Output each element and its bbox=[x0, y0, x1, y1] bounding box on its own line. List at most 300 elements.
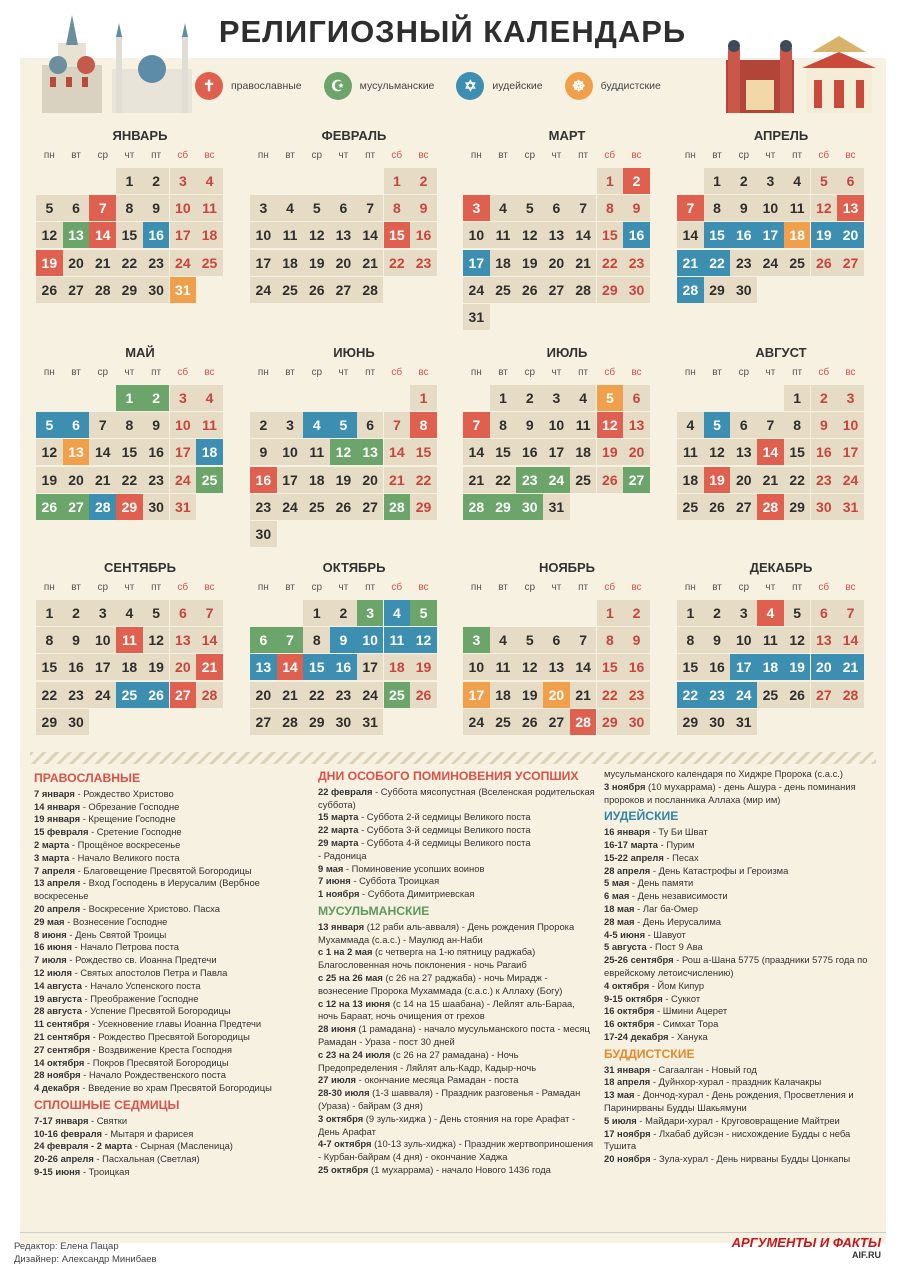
month-name: СЕНТЯБРЬ bbox=[104, 560, 176, 575]
weekday-label: сб bbox=[177, 367, 189, 378]
day-cell: 15 bbox=[597, 654, 624, 680]
day-cell: 22 bbox=[677, 682, 704, 708]
day-cell: 1 bbox=[36, 600, 63, 626]
weekday-label: чт bbox=[338, 582, 349, 593]
weekday-label: чт bbox=[551, 582, 562, 593]
day-cell: 12 bbox=[303, 222, 330, 248]
holiday-entry: 4 октября - Йом Кипур bbox=[604, 979, 705, 991]
day-cell: 7 bbox=[677, 195, 704, 221]
day-cell: 20 bbox=[811, 654, 838, 680]
day-cell: 28 bbox=[89, 277, 116, 303]
day-cell: 23 bbox=[704, 682, 731, 708]
holiday-entry: 2 марта - Прощёное воскресенье bbox=[34, 838, 181, 850]
weekday-label: пт bbox=[365, 367, 376, 378]
day-cell: 9 bbox=[704, 627, 731, 653]
day-cell: 1 bbox=[677, 600, 704, 626]
holiday-entry: 16-17 марта - Пурим bbox=[604, 838, 695, 850]
weekday-label: вт bbox=[71, 150, 81, 161]
day-cell: 26 bbox=[303, 277, 330, 303]
day-cell: 8 bbox=[597, 195, 624, 221]
day-cell: 14 bbox=[757, 439, 784, 465]
day-cell: 21 bbox=[357, 250, 384, 276]
day-cell: 6 bbox=[543, 627, 570, 653]
month-9 bbox=[36, 560, 244, 760]
day-cell: 14 bbox=[277, 654, 304, 680]
logo-text: АРГУМЕНТЫ И ФАКТЫ bbox=[731, 1235, 881, 1250]
day-cell: 19 bbox=[143, 654, 170, 680]
holiday-entry: 7 июня - Суббота Троицкая bbox=[318, 875, 440, 887]
holiday-entry: 7 июля - Рождество св. Иоанна Предтечи bbox=[34, 954, 217, 966]
day-cell: 21 bbox=[384, 467, 411, 493]
day-cell: 6 bbox=[623, 385, 650, 411]
day-cell: 2 bbox=[811, 385, 838, 411]
day-cell: 31 bbox=[170, 277, 197, 303]
weekday-label: пт bbox=[792, 150, 803, 161]
day-cell: 6 bbox=[250, 627, 277, 653]
day-cell: 13 bbox=[357, 439, 384, 465]
day-cell: 24 bbox=[170, 467, 197, 493]
day-cell: 9 bbox=[63, 627, 90, 653]
day-cell: 22 bbox=[410, 467, 437, 493]
day-cell: 20 bbox=[250, 682, 277, 708]
day-cell: 3 bbox=[89, 600, 116, 626]
day-cell: 14 bbox=[837, 627, 864, 653]
month-5 bbox=[36, 345, 244, 545]
day-cell: 21 bbox=[677, 250, 704, 276]
day-cell: 3 bbox=[757, 168, 784, 194]
day-cell: 7 bbox=[757, 412, 784, 438]
weekday-label: чт bbox=[765, 582, 776, 593]
day-cell: 23 bbox=[516, 467, 543, 493]
day-cell: 9 bbox=[623, 627, 650, 653]
day-cell: 14 bbox=[89, 222, 116, 248]
weekday-label: сб bbox=[391, 367, 403, 378]
day-cell: 4 bbox=[677, 412, 704, 438]
day-cell: 12 bbox=[36, 222, 63, 248]
holiday-entry: 28 апреля - День Катастрофы и Героизма bbox=[604, 864, 789, 876]
weekday-label: вс bbox=[631, 367, 642, 378]
month-name: ИЮЛЬ bbox=[546, 345, 588, 360]
day-cell: 10 bbox=[170, 195, 197, 221]
holiday-entry: 16 октября - Симхат Тора bbox=[604, 1018, 719, 1030]
weekday-label: вт bbox=[498, 367, 508, 378]
day-cell: 15 bbox=[116, 439, 143, 465]
day-cell: 28 bbox=[384, 494, 411, 520]
day-cell: 22 bbox=[704, 250, 731, 276]
day-cell: 7 bbox=[357, 195, 384, 221]
day-cell: 14 bbox=[570, 654, 597, 680]
day-cell: 17 bbox=[250, 250, 277, 276]
weekday-label: ср bbox=[97, 582, 108, 593]
weekday-label: пн bbox=[257, 150, 269, 161]
day-cell: 25 bbox=[277, 277, 304, 303]
holiday-entry: 19 августа - Преображение Господне bbox=[34, 992, 199, 1004]
day-cell: 22 bbox=[490, 467, 517, 493]
weekday-label: сб bbox=[818, 367, 830, 378]
day-cell: 16 bbox=[63, 654, 90, 680]
day-cell: 18 bbox=[490, 250, 517, 276]
month-name: АВГУСТ bbox=[755, 345, 807, 360]
day-cell: 20 bbox=[730, 467, 757, 493]
day-cell: 11 bbox=[196, 412, 223, 438]
holiday-entry: 18 апреля - Дуйнхор-хурал - праздник Калачакры bbox=[604, 1076, 822, 1088]
legend-item bbox=[565, 72, 661, 100]
day-cell: 16 bbox=[730, 222, 757, 248]
day-cell: 29 bbox=[784, 494, 811, 520]
day-cell: 9 bbox=[143, 412, 170, 438]
day-cell: 1 bbox=[704, 168, 731, 194]
holiday-entry: 3 марта - Начало Великого поста bbox=[34, 851, 180, 863]
weekday-label: чт bbox=[765, 150, 776, 161]
day-cell: 6 bbox=[170, 600, 197, 626]
legend bbox=[195, 72, 735, 100]
day-cell: 22 bbox=[116, 250, 143, 276]
holiday-entry: 9 мая - Поминовение усопших воинов bbox=[318, 862, 485, 874]
holiday-entry: 13 января (12 раби аль-авваля) - День рождения Пророка Мухаммада (с.а.с.) - Маулюд ан-Наби bbox=[318, 920, 575, 945]
weekday-label: вс bbox=[845, 150, 856, 161]
weekday-label: пн bbox=[684, 582, 696, 593]
day-cell: 5 bbox=[516, 627, 543, 653]
month-1 bbox=[36, 128, 244, 328]
day-cell: 19 bbox=[330, 467, 357, 493]
day-cell: 31 bbox=[837, 494, 864, 520]
list-column-1 bbox=[34, 768, 304, 1179]
day-cell: 18 bbox=[196, 222, 223, 248]
page-title: РЕЛИГИОЗНЫЙ КАЛЕНДАРЬ bbox=[218, 14, 687, 49]
holiday-entry: с 1 на 2 мая (с четверга на 1-ю пятницу раджаба) Благословенная ночь поклонения - ночь Рагаиб bbox=[318, 946, 536, 971]
day-cell: 16 bbox=[811, 439, 838, 465]
day-cell: 17 bbox=[837, 439, 864, 465]
day-cell: 23 bbox=[143, 250, 170, 276]
day-cell: 8 bbox=[303, 627, 330, 653]
holiday-entry: 16 января - Ту Би Шват bbox=[604, 826, 708, 838]
day-cell: 5 bbox=[36, 412, 63, 438]
day-cell: 12 bbox=[516, 222, 543, 248]
day-cell: 19 bbox=[303, 250, 330, 276]
day-cell: 9 bbox=[516, 412, 543, 438]
day-cell: 16 bbox=[250, 467, 277, 493]
day-cell: 18 bbox=[490, 682, 517, 708]
weekday-label: вт bbox=[71, 582, 81, 593]
day-cell: 28 bbox=[89, 494, 116, 520]
weekday-label: вт bbox=[712, 367, 722, 378]
legend-label: буддистские bbox=[600, 80, 661, 92]
weekday-label: пн bbox=[43, 367, 55, 378]
month-6 bbox=[250, 345, 458, 545]
day-cell: 9 bbox=[410, 195, 437, 221]
day-cell: 1 bbox=[597, 168, 624, 194]
weekday-label: вс bbox=[845, 367, 856, 378]
month-11 bbox=[463, 560, 671, 760]
day-cell: 2 bbox=[623, 168, 650, 194]
weekday-label: чт bbox=[124, 150, 135, 161]
weekday-label: сб bbox=[391, 582, 403, 593]
day-cell: 19 bbox=[516, 250, 543, 276]
day-cell: 1 bbox=[116, 168, 143, 194]
month-4 bbox=[677, 128, 885, 328]
holiday-entry: 10-16 февраля - Мытаря и фарисея bbox=[34, 1127, 194, 1139]
day-cell: 9 bbox=[811, 412, 838, 438]
holiday-entry: 20-26 апреля - Пасхальная (Светлая) bbox=[34, 1153, 200, 1165]
holiday-entry: 13 мая - Дончод-хурал - День рождения, Просветления и Паринирваны Будды Шакьямуни bbox=[604, 1089, 854, 1113]
day-cell: 21 bbox=[89, 250, 116, 276]
weekday-label: ср bbox=[738, 150, 749, 161]
dharma-wheel-icon: ☸ bbox=[565, 72, 593, 100]
day-cell: 4 bbox=[490, 627, 517, 653]
editor-credit: Редактор: Елена Пацар bbox=[14, 1241, 119, 1252]
day-cell: 29 bbox=[597, 709, 624, 735]
holiday-entry: 15-22 апреля - Песах bbox=[604, 851, 699, 863]
day-cell: 7 bbox=[89, 195, 116, 221]
weekday-label: сб bbox=[177, 582, 189, 593]
aif-logo[interactable] bbox=[732, 1236, 881, 1262]
holiday-entry: 28 августа - Успение Пресвятой Богородицы bbox=[34, 1005, 231, 1017]
weekday-label: ср bbox=[524, 150, 535, 161]
weekday-label: чт bbox=[338, 367, 349, 378]
holiday-entry: 5 августа - Пост 9 Ава bbox=[604, 941, 703, 953]
weekday-label: пн bbox=[257, 367, 269, 378]
weekday-label: сб bbox=[818, 582, 830, 593]
day-cell: 3 bbox=[543, 385, 570, 411]
holiday-entry: 7-17 января - Святки bbox=[34, 1114, 128, 1126]
day-cell: 19 bbox=[784, 654, 811, 680]
day-cell: 24 bbox=[463, 277, 490, 303]
day-cell: 19 bbox=[36, 250, 63, 276]
day-cell: 15 bbox=[116, 222, 143, 248]
day-cell: 12 bbox=[516, 654, 543, 680]
day-cell: 6 bbox=[330, 195, 357, 221]
day-cell: 24 bbox=[543, 467, 570, 493]
day-cell: 7 bbox=[570, 627, 597, 653]
weekday-label: сб bbox=[604, 367, 616, 378]
day-cell: 28 bbox=[463, 494, 490, 520]
weekday-label: вт bbox=[498, 582, 508, 593]
day-cell: 8 bbox=[116, 412, 143, 438]
day-cell: 27 bbox=[63, 494, 90, 520]
day-cell: 8 bbox=[490, 412, 517, 438]
day-cell: 2 bbox=[410, 168, 437, 194]
day-cell: 14 bbox=[384, 439, 411, 465]
day-cell: 11 bbox=[303, 439, 330, 465]
day-cell: 27 bbox=[811, 682, 838, 708]
day-cell: 4 bbox=[784, 168, 811, 194]
day-cell: 15 bbox=[704, 222, 731, 248]
day-cell: 3 bbox=[730, 600, 757, 626]
section-heading: СПЛОШНЫЕ СЕДМИЦЫ bbox=[34, 1097, 180, 1112]
section-heading: ПРАВОСЛАВНЫЕ bbox=[34, 771, 141, 785]
weekday-label: вт bbox=[285, 150, 295, 161]
weekday-label: сб bbox=[604, 582, 616, 593]
day-cell: 11 bbox=[116, 627, 143, 653]
day-cell: 4 bbox=[196, 385, 223, 411]
holiday-entry: 3 октября (9 зуль-хиджа ) - День стояния на горе Арафат - День Арафат bbox=[318, 1112, 576, 1137]
month-name: ФЕВРАЛЬ bbox=[321, 128, 387, 143]
day-cell: 27 bbox=[730, 494, 757, 520]
day-cell: 5 bbox=[143, 600, 170, 626]
holiday-entry: 9-15 октября - Суккот bbox=[604, 992, 701, 1004]
day-cell: 5 bbox=[811, 168, 838, 194]
day-cell: 13 bbox=[811, 627, 838, 653]
month-name: ИЮНЬ bbox=[333, 345, 375, 360]
day-cell: 14 bbox=[196, 627, 223, 653]
day-cell: 26 bbox=[143, 682, 170, 708]
day-cell: 13 bbox=[63, 439, 90, 465]
section-heading: ДНИ ОСОБОГО ПОМИНОВЕНИЯ УСОПШИХ bbox=[318, 769, 579, 783]
logo-site: AIF.RU bbox=[852, 1250, 881, 1260]
day-cell: 30 bbox=[143, 494, 170, 520]
holiday-entry: 5 мая - День памяти bbox=[604, 877, 694, 889]
holiday-entry: 4-7 октября (10-13 зуль-хиджа) - Праздник жертвоприношения - Курбан-байрам (4 дня) - окончание Хаджа bbox=[318, 1138, 594, 1163]
day-cell: 10 bbox=[757, 195, 784, 221]
holiday-entry: с 23 на 24 июля (с 26 на 27 рамадана) - Ночь Предопределения - Ляйлят аль-Кадр, Кадыр-ночь bbox=[318, 1048, 537, 1073]
weekday-label: пн bbox=[470, 150, 482, 161]
day-cell: 27 bbox=[543, 277, 570, 303]
day-cell: 6 bbox=[543, 195, 570, 221]
day-cell: 7 bbox=[89, 412, 116, 438]
day-cell: 16 bbox=[704, 654, 731, 680]
footer-divider bbox=[20, 1232, 886, 1233]
day-cell: 25 bbox=[490, 709, 517, 735]
day-cell: 12 bbox=[597, 412, 624, 438]
day-cell: 2 bbox=[730, 168, 757, 194]
weekday-label: вт bbox=[712, 150, 722, 161]
day-cell: 11 bbox=[757, 627, 784, 653]
month-8 bbox=[677, 345, 885, 545]
day-cell: 28 bbox=[570, 277, 597, 303]
day-cell: 11 bbox=[490, 222, 517, 248]
day-cell: 17 bbox=[730, 654, 757, 680]
day-cell: 26 bbox=[784, 682, 811, 708]
weekday-label: сб bbox=[818, 150, 830, 161]
day-cell: 3 bbox=[277, 412, 304, 438]
day-cell: 17 bbox=[463, 682, 490, 708]
day-cell: 30 bbox=[623, 709, 650, 735]
day-cell: 28 bbox=[357, 277, 384, 303]
synagogue-temple-illustration bbox=[718, 30, 878, 115]
day-cell: 24 bbox=[170, 250, 197, 276]
day-cell: 31 bbox=[543, 494, 570, 520]
designer-credit: Дизайнер: Александр Минибаев bbox=[14, 1254, 157, 1265]
day-cell: 15 bbox=[597, 222, 624, 248]
day-cell: 25 bbox=[757, 682, 784, 708]
day-cell: 15 bbox=[490, 439, 517, 465]
weekday-label: ср bbox=[524, 582, 535, 593]
holiday-entry: 7 января - Рождество Христово bbox=[34, 787, 174, 799]
day-cell: 23 bbox=[330, 682, 357, 708]
holiday-entry: 22 февраля - Суббота мясопустная (Вселенская родительская суббота) bbox=[318, 785, 595, 810]
day-cell: 20 bbox=[623, 439, 650, 465]
weekday-label: пт bbox=[792, 367, 803, 378]
day-cell: 5 bbox=[36, 195, 63, 221]
day-cell: 30 bbox=[250, 521, 277, 547]
day-cell: 18 bbox=[116, 654, 143, 680]
day-cell: 8 bbox=[116, 195, 143, 221]
day-cell: 21 bbox=[757, 467, 784, 493]
day-cell: 7 bbox=[837, 600, 864, 626]
day-cell: 24 bbox=[837, 467, 864, 493]
day-cell: 26 bbox=[516, 277, 543, 303]
day-cell: 20 bbox=[63, 250, 90, 276]
day-cell: 17 bbox=[170, 222, 197, 248]
list-column-3 bbox=[604, 768, 876, 1166]
day-cell: 3 bbox=[463, 195, 490, 221]
day-cell: 29 bbox=[410, 494, 437, 520]
day-cell: 9 bbox=[330, 627, 357, 653]
holiday-entry: 8 июня - День Святой Троицы bbox=[34, 928, 167, 940]
day-cell: 17 bbox=[757, 222, 784, 248]
day-cell: 20 bbox=[837, 222, 864, 248]
holiday-entry: 14 января - Обрезание Господне bbox=[34, 800, 180, 812]
day-cell: 27 bbox=[357, 494, 384, 520]
day-cell: 5 bbox=[330, 412, 357, 438]
holiday-entry: 20 апреля - Воскресение Христово. Пасха bbox=[34, 902, 220, 914]
weekday-label: чт bbox=[551, 150, 562, 161]
day-cell: 17 bbox=[170, 439, 197, 465]
day-cell: 19 bbox=[597, 439, 624, 465]
day-cell: 12 bbox=[704, 439, 731, 465]
weekday-label: ср bbox=[311, 150, 322, 161]
day-cell: 14 bbox=[463, 439, 490, 465]
day-cell: 15 bbox=[384, 222, 411, 248]
day-cell: 23 bbox=[250, 494, 277, 520]
day-cell: 2 bbox=[143, 385, 170, 411]
day-cell: 6 bbox=[357, 412, 384, 438]
holiday-entry: 29 мая - Вознесение Господне bbox=[34, 915, 168, 927]
day-cell: 21 bbox=[570, 250, 597, 276]
day-cell: 16 bbox=[330, 654, 357, 680]
day-cell: 28 bbox=[196, 682, 223, 708]
month-10 bbox=[250, 560, 458, 760]
day-cell: 16 bbox=[143, 439, 170, 465]
weekday-label: ср bbox=[97, 150, 108, 161]
day-cell: 19 bbox=[811, 222, 838, 248]
day-cell: 17 bbox=[277, 467, 304, 493]
day-cell: 13 bbox=[170, 627, 197, 653]
day-cell: 2 bbox=[330, 600, 357, 626]
day-cell: 10 bbox=[170, 412, 197, 438]
day-cell: 25 bbox=[196, 467, 223, 493]
day-cell: 20 bbox=[330, 250, 357, 276]
weekday-label: пт bbox=[792, 582, 803, 593]
day-cell: 6 bbox=[811, 600, 838, 626]
day-cell: 30 bbox=[704, 709, 731, 735]
holiday-entry: 25-26 сентября - Рош а-Шана 5775 (праздники 5775 года по еврейскому летоисчислению) bbox=[604, 954, 868, 978]
day-cell: 16 bbox=[516, 439, 543, 465]
day-cell: 27 bbox=[170, 682, 197, 708]
day-cell: 9 bbox=[730, 195, 757, 221]
day-cell: 12 bbox=[410, 627, 437, 653]
section-heading: БУДДИСТСКИЕ bbox=[604, 1046, 695, 1061]
day-cell: 4 bbox=[196, 168, 223, 194]
weekday-label: пт bbox=[365, 582, 376, 593]
day-cell: 15 bbox=[784, 439, 811, 465]
day-cell: 16 bbox=[623, 654, 650, 680]
weekday-label: вс bbox=[204, 150, 215, 161]
holiday-entry: 19 января - Крещение Господне bbox=[34, 813, 176, 825]
holiday-entry: - Радоница bbox=[318, 849, 367, 861]
weekday-label: вт bbox=[285, 582, 295, 593]
day-cell: 14 bbox=[677, 222, 704, 248]
day-cell: 25 bbox=[116, 682, 143, 708]
day-cell: 12 bbox=[143, 627, 170, 653]
day-cell: 22 bbox=[597, 250, 624, 276]
weekday-label: пт bbox=[578, 582, 589, 593]
day-cell: 17 bbox=[543, 439, 570, 465]
day-cell: 27 bbox=[63, 277, 90, 303]
holiday-entry: 16 октября - Шмини Ацерет bbox=[604, 1005, 728, 1017]
day-cell: 8 bbox=[784, 412, 811, 438]
day-cell: 28 bbox=[277, 709, 304, 735]
